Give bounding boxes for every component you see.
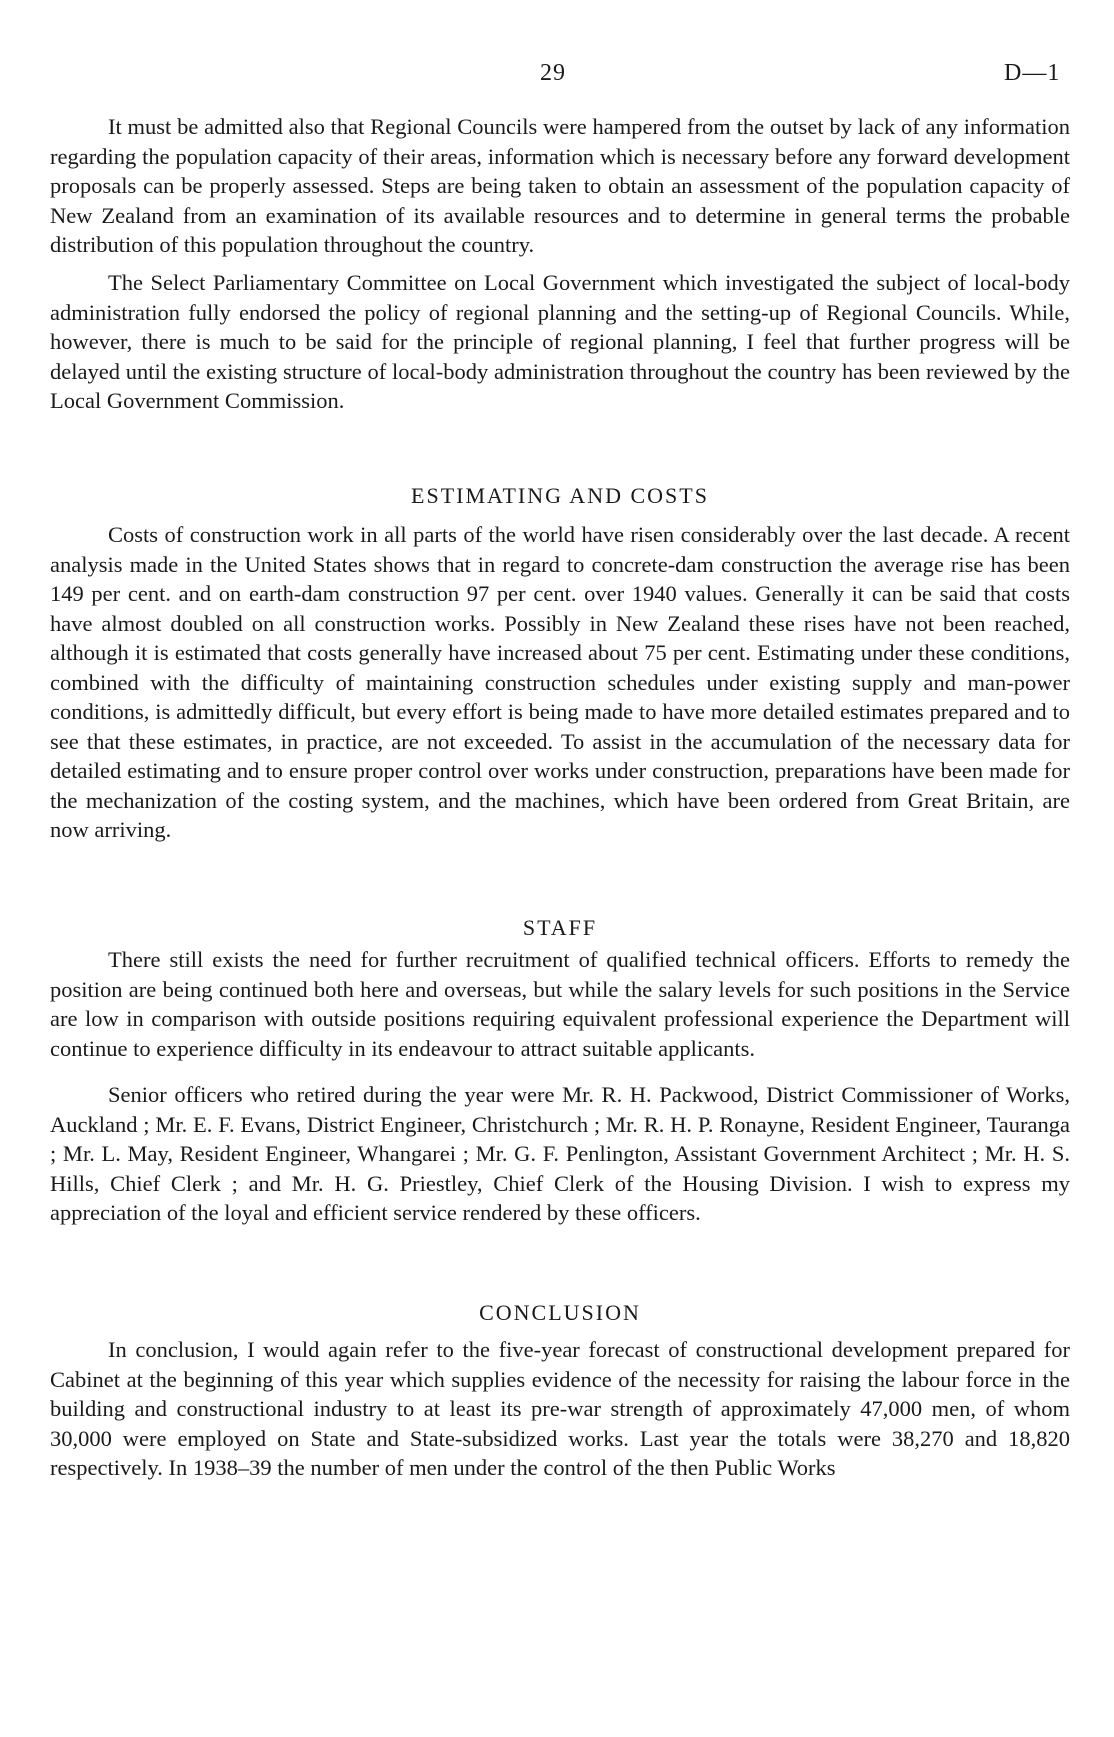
conclusion-paragraph-block <box>50 1335 1070 1483</box>
intro-paragraph-2-block <box>50 268 1070 416</box>
section-heading-conclusion: CONCLUSION <box>479 1300 641 1325</box>
staff-paragraph-1-block <box>50 945 1070 1063</box>
staff-paragraph-2: Senior officers who retired during the year were Mr. R. H. Packwood, District Commissioner of Works, Auckland ; Mr. E. F. Evans, District Engineer, Christchurch ; Mr. R. H. P. Ronayne, Resident Engineer, Tauranga ; Mr. L. May, Resident Engineer, Whangarei ; Mr. G. F. Penlington, Assistant Government Architect ; Mr. H. S. Hills, Chief Clerk ; and Mr. H. G. Priestley, Chief Clerk of the Housing Division. I wish to express my appreciation of the loyal and efficient service rendered by these officers. <box>50 1082 1070 1225</box>
conclusion-paragraph-1: In conclusion, I would again refer to the five-year forecast of constructional development prepared for Cabinet at the beginning of this year which supplies evidence of the necessity for raising the labour force in the building and constructional industry to at least its pre-war strength of approximately 47,000 men, of whom 30,000 were employed on State and State-subsidized works. Last year the totals were 38,270 and 18,820 respectively. In 1938–39 the number of men under the control of the then Public Works <box>50 1337 1070 1480</box>
conclusion-heading-block <box>50 1300 1070 1326</box>
estimating-paragraph-1: Costs of construction work in all parts of the world have risen considerably over the last decade. A recent analysis made in the United States shows that in regard to concrete-dam construction the average rise has been 149 per cent. and on earth-dam construction 97 per cent. over 1940 values. Generally it can be said that costs have almost doubled on all construction works. Possibly in New Zealand these rises have not been reached, although it is estimated that costs generally have increased about 75 per cent. Estimating under these conditions, combined with the difficulty of maintaining construction schedules under existing supply and man-power conditions, is admittedly difficult, but every effort is being made to have more detailed estimates prepared and to see that these estimates, in practice, are not exceeded. To assist in the accumulation of the necessary data for detailed estimating and to ensure proper control over works under construction, preparations have been made for the mechanization of the costing system, and the machines, which have been ordered from Great Britain, are now arriving. <box>50 522 1070 842</box>
staff-paragraph-1: There still exists the need for further recruitment of qualified technical officers. Efforts to remedy the position are being continued both here and overseas, but while the salary levels for such positions in the Service are low in comparison with outside positions requiring equivalent professional experience the Department will continue to experience difficulty in its endeavour to attract suitable applicants. <box>50 947 1070 1061</box>
section-heading-estimating: ESTIMATING AND COSTS <box>411 483 709 508</box>
intro-paragraph-1-block <box>50 112 1070 260</box>
estimating-heading-block <box>50 483 1070 509</box>
intro-paragraph-1: It must be admitted also that Regional Councils were hampered from the outset by lack of any information regarding the population capacity of their areas, information which is necessary before any forward development proposals can be properly assessed. Steps are being taken to obtain an assessment of the population capacity of New Zealand from an examination of its available resources and to determine in general terms the probable distribution of this population throughout the country. <box>50 114 1070 257</box>
page-number: 29 <box>540 60 566 86</box>
staff-heading-block <box>50 915 1070 941</box>
intro-paragraph-2: The Select Parliamentary Committee on Local Government which investigated the subject of local-body administration fully endorsed the policy of regional planning and the setting-up of Regional Councils. While, however, there is much to be said for the principle of regional planning, I feel that further progress will be delayed until the existing structure of local-body administration throughout the country has been reviewed by the Local Government Commission. <box>50 270 1070 413</box>
section-heading-staff: STAFF <box>522 915 598 940</box>
document-code: D—1 <box>1004 60 1061 86</box>
estimating-paragraph-block <box>50 520 1070 845</box>
staff-paragraph-2-block <box>50 1080 1070 1228</box>
